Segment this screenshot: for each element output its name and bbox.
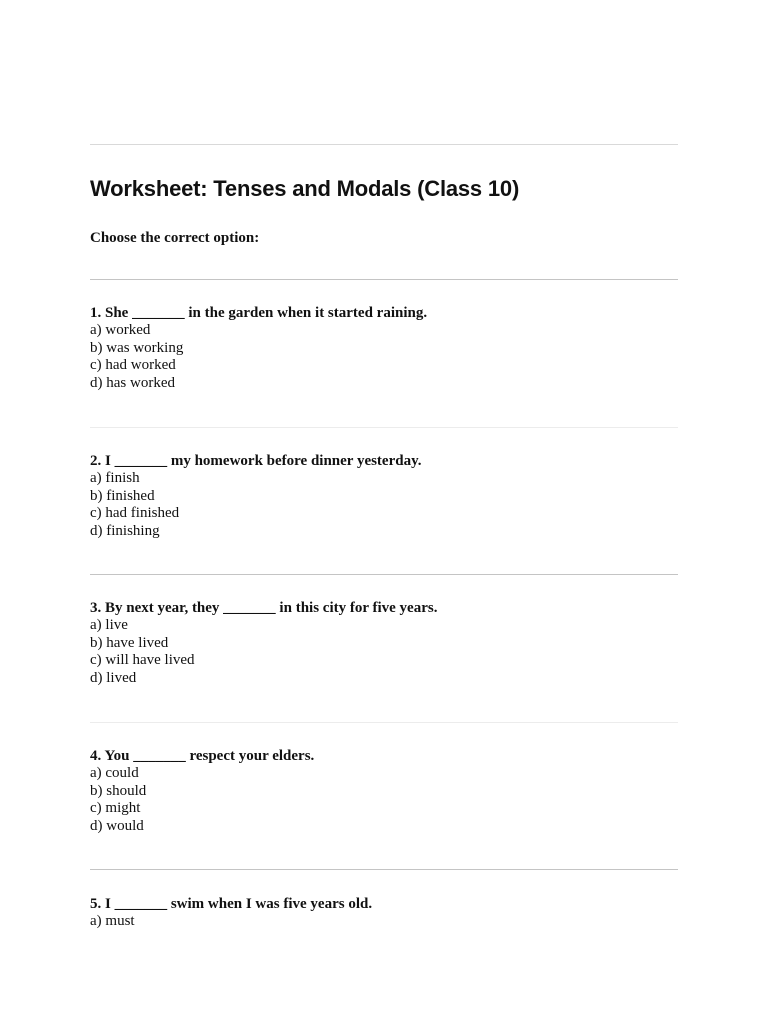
section-divider bbox=[90, 279, 678, 280]
question-1 bbox=[90, 304, 678, 393]
question-text: 2. I _______ my homework before dinner yesterday. bbox=[90, 453, 422, 469]
top-divider bbox=[90, 144, 678, 145]
option-b: b) should bbox=[90, 782, 147, 799]
question-5 bbox=[90, 895, 678, 931]
option-a: a) worked bbox=[90, 322, 151, 338]
question-text: 1. She _______ in the garden when it started raining. bbox=[90, 305, 428, 321]
option-d: d) lived bbox=[90, 670, 137, 687]
option-d: d) would bbox=[90, 818, 144, 835]
page-title: Worksheet: Tenses and Modals (Class 10) bbox=[90, 176, 520, 201]
option-list bbox=[90, 765, 678, 836]
option-a: a) must bbox=[90, 913, 135, 929]
option-list bbox=[90, 470, 678, 541]
option-c: c) will have lived bbox=[90, 652, 195, 669]
question-divider bbox=[90, 427, 678, 428]
option-d: d) has worked bbox=[90, 375, 175, 392]
question-2 bbox=[90, 452, 678, 541]
option-d: d) finishing bbox=[90, 523, 160, 540]
question-divider bbox=[90, 869, 678, 870]
option-b: b) finished bbox=[90, 487, 155, 504]
option-list bbox=[90, 617, 678, 688]
option-a: a) could bbox=[90, 765, 139, 781]
question-divider bbox=[90, 574, 678, 575]
question-text: 4. You _______ respect your elders. bbox=[90, 748, 315, 764]
question-4 bbox=[90, 747, 678, 836]
question-text: 3. By next year, they _______ in this city for five years. bbox=[90, 600, 438, 616]
option-a: a) live bbox=[90, 617, 128, 633]
option-b: b) have lived bbox=[90, 634, 169, 651]
option-c: c) had worked bbox=[90, 357, 176, 374]
option-c: c) had finished bbox=[90, 505, 180, 522]
option-b: b) was working bbox=[90, 339, 184, 356]
instruction-text: Choose the correct option: bbox=[90, 230, 260, 246]
option-list bbox=[90, 913, 678, 931]
option-a: a) finish bbox=[90, 470, 140, 486]
question-3 bbox=[90, 599, 678, 688]
question-text: 5. I _______ swim when I was five years old. bbox=[90, 896, 373, 912]
question-divider bbox=[90, 722, 678, 723]
option-c: c) might bbox=[90, 800, 141, 817]
option-list bbox=[90, 322, 678, 393]
